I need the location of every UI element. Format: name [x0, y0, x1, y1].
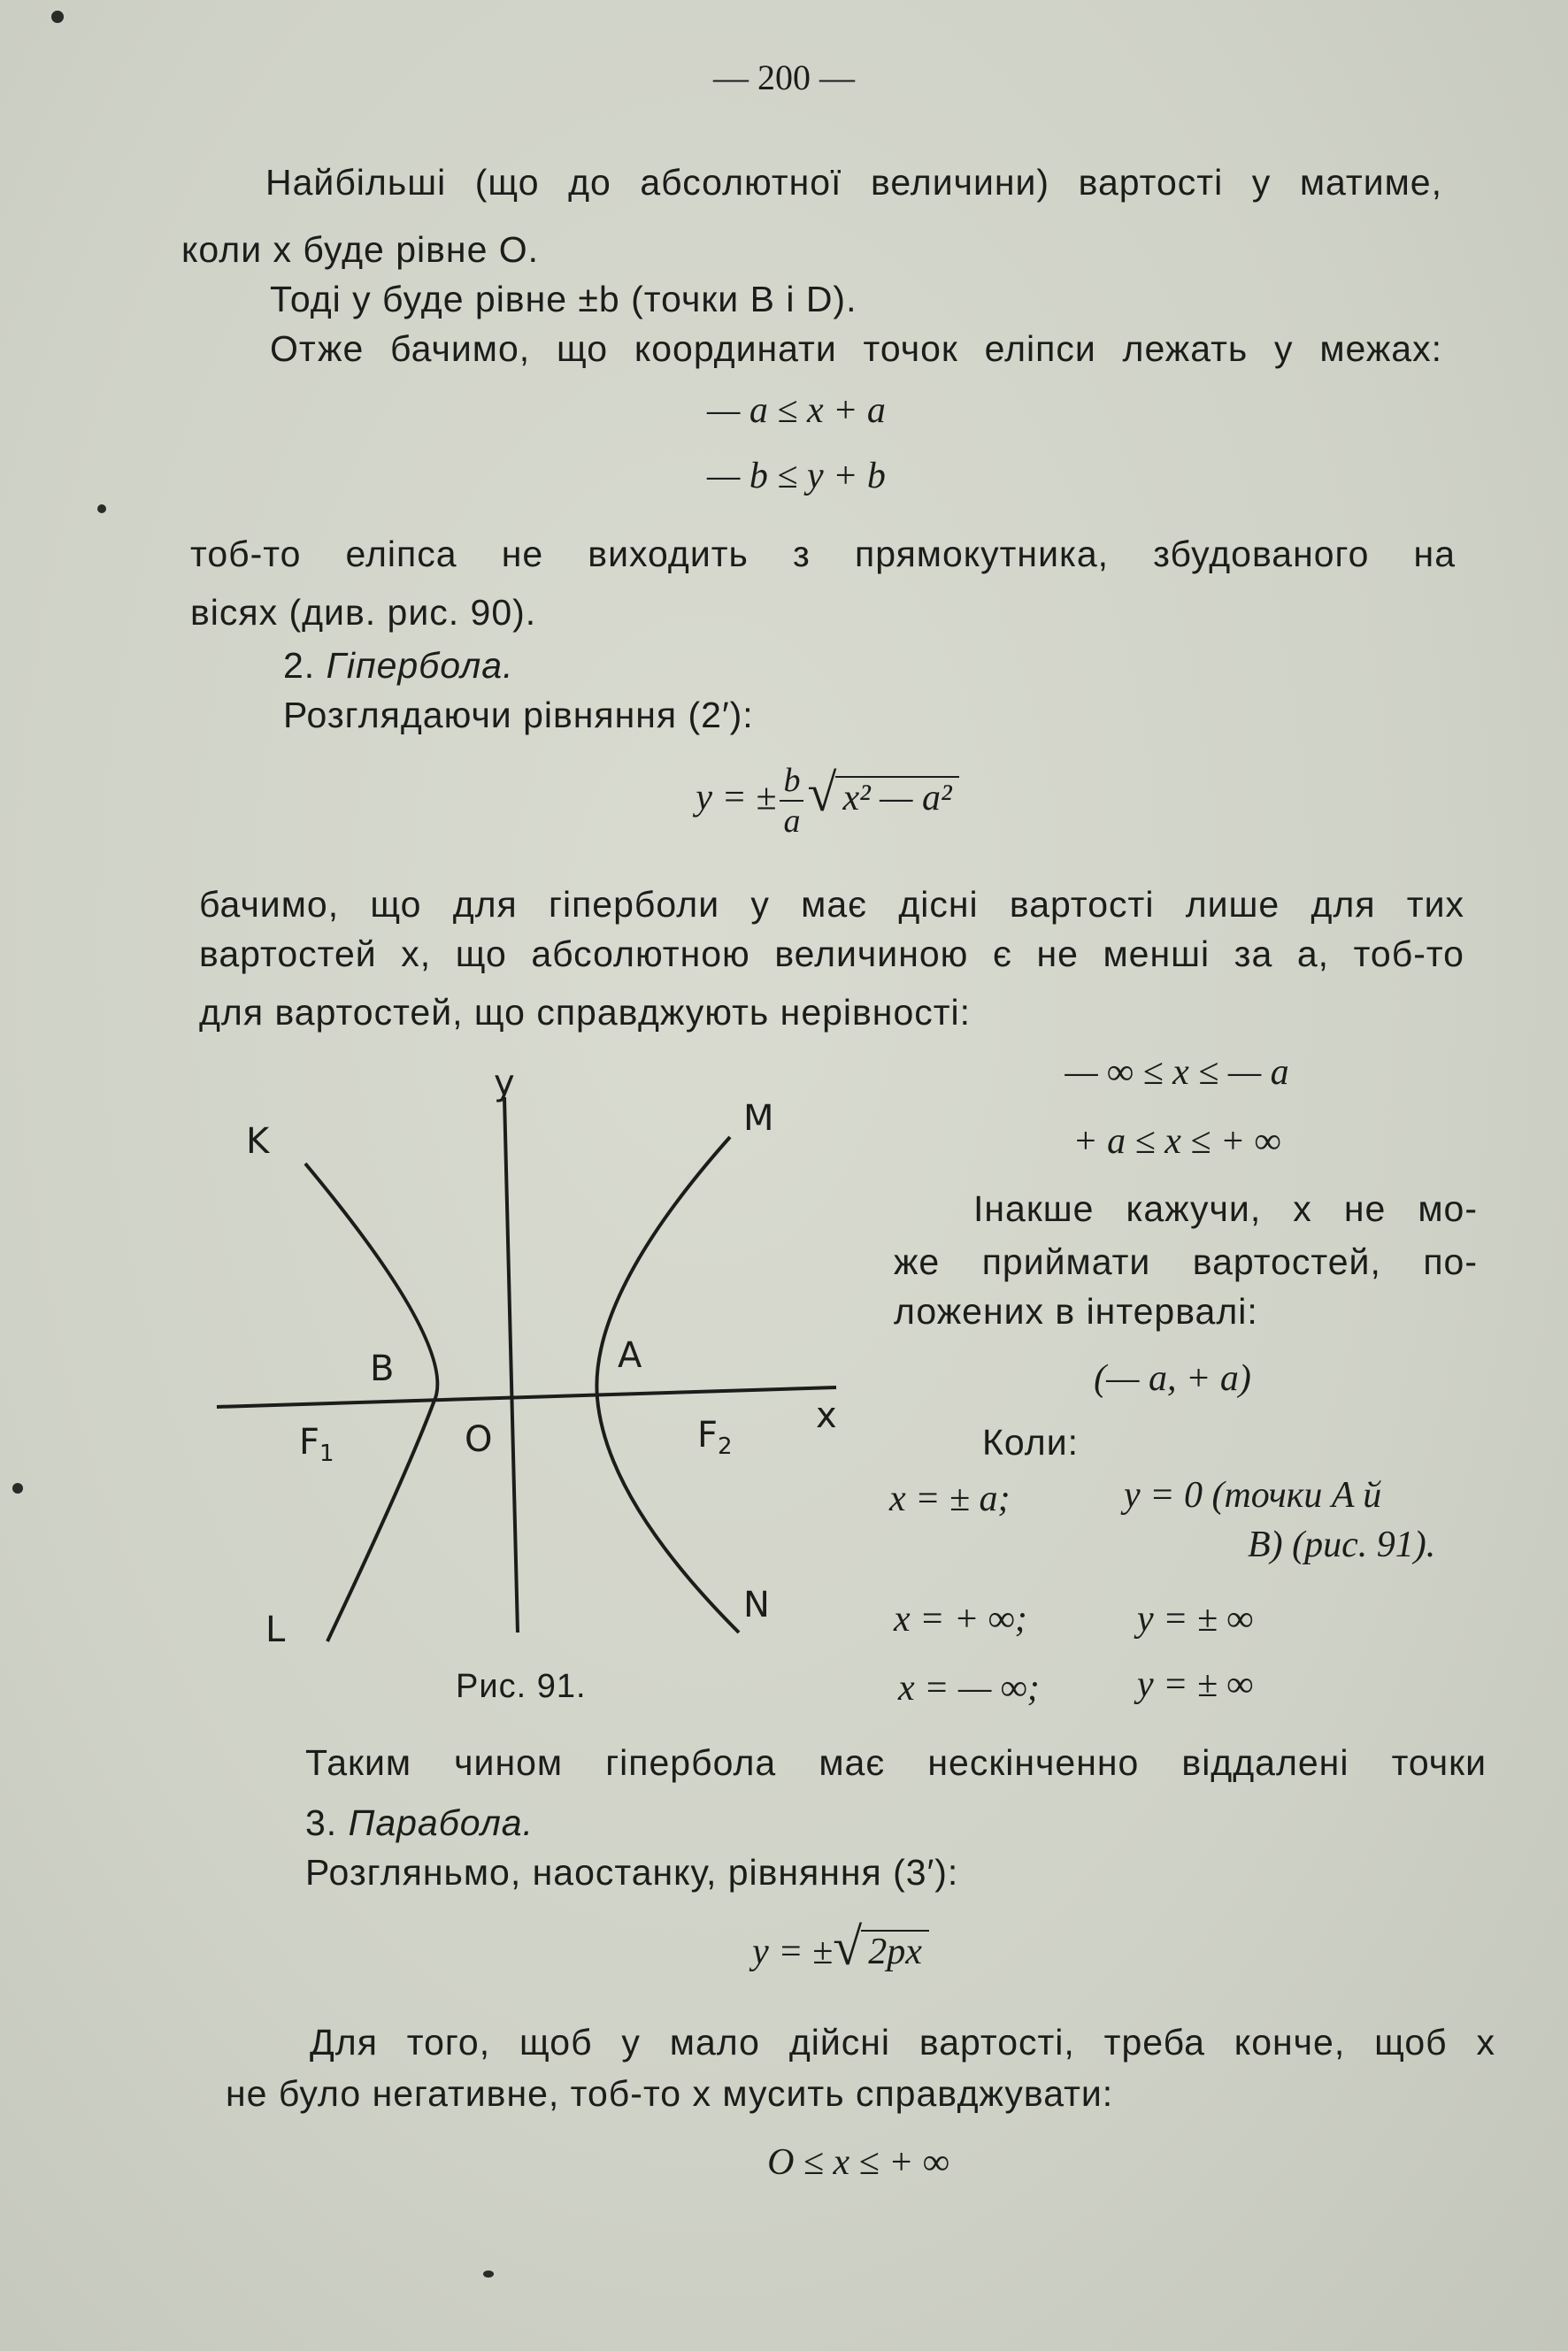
label-l: L — [265, 1610, 286, 1650]
math-case: y = ± ∞ — [1137, 1599, 1254, 1640]
x-axis — [217, 1387, 836, 1407]
right-branch — [596, 1137, 739, 1633]
text-line: Розглядаючи рівняння (2′): — [283, 695, 754, 735]
math-case: x = ± a; — [889, 1479, 1011, 1519]
label-y: y — [494, 1063, 515, 1103]
text-line: Коли: — [982, 1422, 1080, 1463]
section-number: 2. — [283, 645, 316, 686]
math-interval: (— a, + a) — [1094, 1358, 1251, 1399]
equation-lhs: y = ± — [752, 1932, 834, 1972]
label-m: M — [743, 1098, 774, 1139]
y-axis — [504, 1097, 518, 1633]
math-case: x = — ∞; — [898, 1668, 1040, 1709]
square-root — [833, 1917, 929, 1976]
text-line: Найбільші (що до абсолютної величини) вартості y матиме, — [265, 162, 1442, 203]
scan-speck — [483, 2270, 494, 2278]
math-inequality: + a ≤ x ≤ + ∞ — [1072, 1121, 1281, 1162]
label-b: B — [370, 1348, 395, 1389]
fraction — [780, 761, 803, 841]
scan-speck — [97, 504, 106, 513]
label-f1: $F_1$ — [299, 1422, 334, 1467]
text-line: вартостей x, що абсолютною величиною є не менші за a, тоб-то — [199, 933, 1464, 974]
text-line: же приймати вартостей, по- — [894, 1241, 1478, 1282]
text-line: коли x буде рівне O. — [181, 229, 540, 270]
radicand: x² — a² — [835, 776, 958, 818]
text-line: Таким чином гіпербола має нескінченно віддалені точки — [305, 1742, 1487, 1783]
radicand: 2px — [861, 1930, 929, 1972]
text-line: Отже бачимо, що координати точок еліпси лежать у межах: — [270, 328, 1442, 369]
label-o: O — [465, 1419, 493, 1460]
math-case: y = ± ∞ — [1137, 1664, 1254, 1705]
numerator: b — [780, 761, 803, 802]
section-title: Парабола. — [348, 1802, 534, 1843]
math-inequality: — b ≤ y + b — [707, 456, 886, 496]
radical-icon: √ — [807, 763, 837, 822]
text-line: Розгляньмо, наостанку, рівняння (3′): — [305, 1852, 959, 1893]
math-inequality: — a ≤ x + a — [707, 390, 886, 431]
text-line: ложених в інтервалі: — [894, 1291, 1258, 1332]
hyperbola-figure — [204, 1057, 876, 1712]
text-line: тоб-то еліпса не виходить з прямокутника, збудованого на — [190, 534, 1456, 574]
text-line: Для того, щоб y мало дійсні вартості, треба конче, щоб x — [310, 2022, 1495, 2063]
label-f2: $F_2$ — [697, 1415, 733, 1460]
text-line: Тоді y буде рівне ±b (точки B і D). — [270, 279, 857, 319]
text-line: Інакше кажучи, x не мо- — [973, 1188, 1478, 1229]
text-line: вісях (див. рис. 90). — [190, 592, 537, 633]
math-case: y = 0 (точки A й — [1124, 1475, 1382, 1516]
label-x: x — [816, 1395, 837, 1436]
math-case: B) (рис. 91). — [1248, 1525, 1436, 1565]
text-line: бачимо, що для гіперболи y має дісні вартості лише для тих — [199, 884, 1464, 925]
section-number: 3. — [305, 1802, 338, 1843]
scan-speck — [51, 11, 64, 23]
text-line: не було негативне, тоб-то x мусить справджувати: — [226, 2073, 1114, 2114]
square-root — [807, 763, 958, 822]
section-heading — [283, 642, 513, 688]
equation-lhs: y = ± — [696, 777, 777, 818]
denominator: a — [783, 803, 801, 840]
section-title: Гіпербола. — [326, 645, 514, 686]
radical-icon: √ — [833, 1917, 863, 1976]
label-n: N — [743, 1585, 770, 1625]
label-k: K — [246, 1121, 270, 1162]
hyperbola-equation — [619, 761, 1035, 841]
parabola-equation — [673, 1917, 1009, 1976]
page-number: — 200 — — [713, 58, 855, 97]
label-a: A — [618, 1335, 642, 1376]
scan-speck — [12, 1483, 23, 1494]
section-heading — [305, 1800, 534, 1846]
math-inequality: O ≤ x ≤ + ∞ — [767, 2142, 949, 2183]
math-case: x = + ∞; — [894, 1599, 1027, 1640]
math-inequality: — ∞ ≤ x ≤ — a — [1065, 1052, 1289, 1093]
figure-caption: Рис. 91. — [456, 1668, 587, 1705]
text-line: для вартостей, що справджують нерівності: — [199, 992, 972, 1033]
